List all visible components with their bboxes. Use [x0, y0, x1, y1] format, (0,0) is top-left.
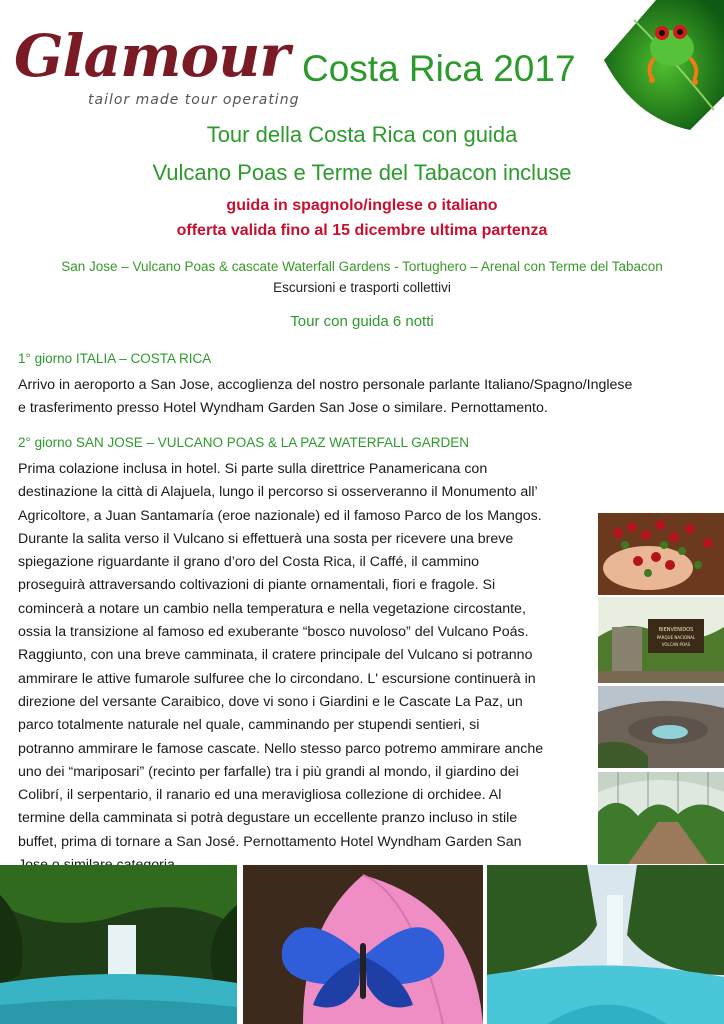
poas-park-sign-photo: [598, 597, 724, 683]
day-1-description: Arrivo in aeroporto a San Jose, accoglienza del nostro personale parlante Italiano/Spagno/Inglese e trasferimento presso Hotel Wyndham Garden San Jose o similare. Pernottamento.: [18, 377, 633, 417]
day-2-heading: 2° giorno SAN JOSE – VULCANO POAS & LA PAZ WATERFALL GARDEN: [18, 435, 470, 450]
poas-sign-text: BIENVENIDOS: [658, 627, 694, 633]
logo-tagline: tailor made tour operating: [88, 92, 300, 108]
svg-text:VOLCAN POAS: VOLCAN POAS: [661, 642, 691, 647]
tree-frog-photo: [594, 0, 724, 130]
rio-celeste-river-photo: [487, 865, 724, 1024]
coffee-beans-photo: [598, 513, 724, 595]
poas-crater-photo: [598, 686, 724, 768]
jungle-waterfall-photo: [0, 865, 237, 1024]
tour-route: San Jose – Vulcano Poas & cascate Waterfall Gardens - Tortughero – Arenal con Terme del Tabacon: [61, 259, 663, 274]
page-title: Costa Rica 2017: [302, 48, 576, 89]
day-1-heading: 1° giorno ITALIA – COSTA RICA: [18, 351, 212, 366]
offer-validity: offerta valida fino al 15 dicembre ultima partenza: [176, 222, 548, 239]
tour-length: Tour con guida 6 notti: [290, 313, 434, 330]
logo-wordmark: Glamour: [14, 22, 289, 90]
blue-morpho-butterfly-photo: [243, 865, 483, 1024]
glamour-logo: [14, 20, 304, 120]
day-2-description: Prima colazione inclusa in hotel. Si parte sulla direttrice Panamericana con destinazione la città di Alajuela, lungo il percorso si osserveranno il Monumento all’ Agricoltore, a Juan Santamaría (eroe nazionale) ed il famoso Parco de los Mangos. Durante la salita verso il Vulcano si effettuerà una sosta per ricevere una breve spiegazione riguardante il grano d’oro del Costa Rica, il Caffé, il cammino proseguirà attraversando coltivazioni di piante ornamentali, fiori e fragole. Si comincerà a notare un cambio nella temperatura e nella vegetazione circostante, ossia la transizione al famoso ed exuberante “bosco nuvoloso” del Vulcano Poás. Raggiunto, con una breve camminata, il cratere principale del Vulcano si potranno ammirare le attive fumarole sulfuree che lo circondano. L' escursione continuerà in direzione del versante Caraibico, dove vi sono i Giardini e le Cascate La Paz, un parco totalmente naturale nel quale, camminando per stupendi sentieri, si potranno ammirare le famose cascate. Nello stesso parco potremo ammirare anche uno dei “mariposari” (recinto per farfalle) tra i più grandi al mondo, il giardino dei Colibrí, il serpentario, il ranario ed una meravigliosa collezione di orchidee. Al termine della camminata si potrà degustare un eccellente pranzo incluso in stile buffet, prima di tornare a San José. Pernottamento Hotel Wyndham Garden San: [18, 461, 544, 850]
guide-languages: guida in spagnolo/inglese o italiano: [226, 197, 498, 214]
subtitle-tour: Tour della Costa Rica con guida: [206, 122, 518, 147]
subtitle-volcano: Vulcano Poas e Terme del Tabacon incluse: [152, 160, 572, 185]
transport-note: Escursioni e trasporti collettivi: [273, 280, 451, 295]
svg-text:PARQUE NACIONAL: PARQUE NACIONAL: [656, 635, 696, 640]
waterfall-garden-photo: [598, 772, 724, 864]
